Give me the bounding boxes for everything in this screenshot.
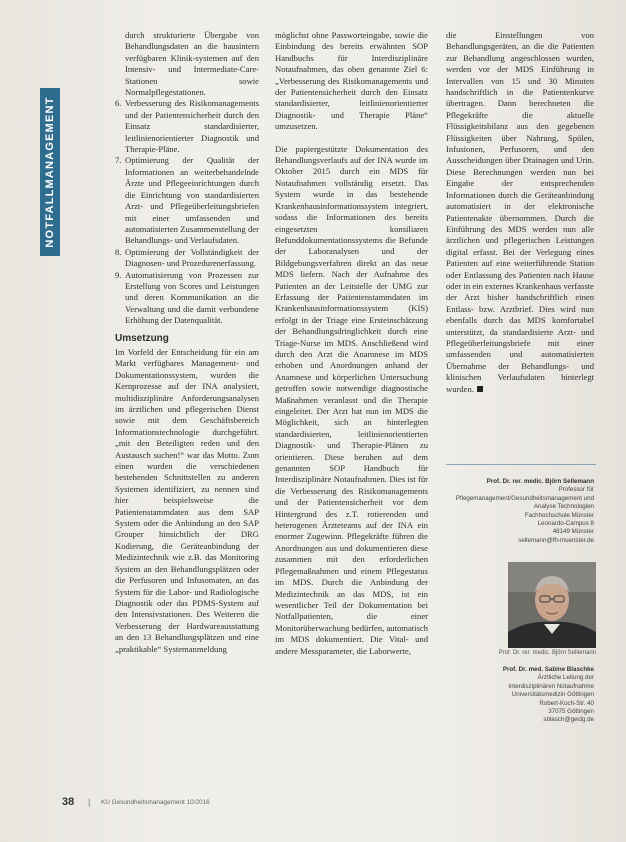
- author-line: 37075 Göttingen: [548, 708, 594, 716]
- paragraph: durch strukturierte Übergabe von Behandlungsdaten an die hausintern verfügbaren Klinik-systemen auf den Intensiv- und Intermediate-Care-Stationen sowie Normalpflegestationen.: [125, 30, 259, 98]
- section-heading: Umsetzung: [115, 332, 169, 344]
- list-number: 7.: [115, 155, 122, 166]
- author-info-1: [446, 478, 594, 545]
- list-text: Optimierung der Qualität der Informationen an weiterbehandelnde Ärzte und Pflegeeinrichtungen durch die Einrichtung von standardisierten Arzt- und Pflegeüberleitungsbriefen mit einer umfassenden und automatisierten Zusammenstellung der Behandlungs- und Verlaufsdaten.: [125, 155, 259, 246]
- author-info-2: [446, 666, 594, 725]
- author-photo: [508, 562, 596, 648]
- list-item: [115, 247, 259, 270]
- list-number: 8.: [115, 246, 122, 257]
- text-column-3: [446, 30, 594, 395]
- list-number: 9.: [115, 269, 122, 280]
- publication-info: KU Gesundheitsmanagement 10/2016: [101, 799, 210, 806]
- photo-caption: Prof. Dr. rer. medic. Björn Sellemann: [498, 650, 596, 656]
- portrait-image: [508, 562, 596, 648]
- text-column-2: [275, 30, 428, 657]
- author-line: Ärztliche Leitung der: [537, 674, 594, 682]
- divider: [446, 464, 596, 465]
- footer-separator: |: [88, 797, 91, 807]
- author-line: sellemann@fh-muenster.de: [518, 536, 594, 544]
- author-line: Robert-Koch-Str. 40: [539, 699, 594, 707]
- paragraph: Die papiergestützte Dokumentation des Behandlungsverlaufs auf der INA wurde im Oktober 2015 durch ein MDS für Notaufnahmen vollständig ersetzt. Das System wurde in das bestehende Krankenhausinformationssystem integriert, sodass die Informationen des bereits eingesetzten konsiliaren Befunddokumentationssystems die Befunde der Laboranalysen und der Bildgebungsverfahren direkt an das neue MDS liefern. Nach der Aufnahme des Patienten an der Leitstelle der UMG zur Erfassung der Patientenstammdaten im Krankenhausinformationssystem (KIS) erfolgt in der Triage eine Ersteinschätzung der Behandlungsdringlichkeit durch eine Triage-Nurse im MDS. Anschließend wird durch den Arzt die Anamnese im MDS erhoben und Anordnungen anhand der Anamnese und körperlichen Untersuchung getroffen sowie notwendige diagnostische Maßnahmen veranlasst und die Therapie eingeleitet. Der Arzt hat nun im MDS die Möglichkeit, sich an hinterlegten standardisierten, leitlinienorientierten Diagnostik- und Therapie-Plänen zu orientieren. Diese beruhen auf dem genannten SOP Handbuch für Interdisziplinäre Notaufnahmen. Dies ist für die Verbesserung des Risikomanagements und der Patientensicherheit vor dem Hintergrund des z.T. rotierenden und heterogenen Ärzteteams auf der INA ein enormer Zugewinn. Pflegekräfte führen die Anordnungen aus und dokumentieren diese zusammen mit den erforderlichen Pflegemaßnahmen und einem Pflegestatus im MDS. Durch die Anbindung der Medizintechnik an das MDS, ist ein wesentlicher Teil der Dokumentation bei Notfallpatienten, die einer Monitorüberwachung bedürfen, automatisch im MDS dokumentiert. Die Vital- und andere Messparameter, die Laborwerte,: [275, 143, 428, 656]
- author-line: Leonardo-Campus 8: [537, 520, 594, 528]
- list-item: [115, 155, 259, 246]
- text-column-1: [115, 30, 259, 655]
- paragraph: möglichst ohne Passworteingabe, sowie die Einbindung des bereits erwähnten SOP Handbuchs für Interdisziplinäre Notaufnahmen, das oben genannte Ziel 6: „Verbesserung des Risikomanagements und der Patientensicherheit durch den Einsatz standardisierter, leitlinienorientierter Diagnostik- und Therapie Pläne“ umzusetzen.: [275, 30, 428, 132]
- paragraph: [446, 30, 594, 395]
- goal-list: [115, 98, 259, 326]
- section-tab-label: NOTFALLMANAGEMENT: [44, 96, 56, 248]
- author-line: Fachhochschule Münster: [524, 511, 594, 519]
- author-name: Prof. Dr. rer. medic. Björn Sellemann: [486, 478, 594, 485]
- author-line: Interdisziplinären Notaufnahme: [508, 682, 594, 690]
- end-mark-icon: [477, 386, 483, 392]
- list-text: Verbesserung des Risikomanagements und der Patientensicherheit durch den Einsatz standardisierter, leitlinienorientierter Diagnostik und Therapie-Pläne.: [125, 98, 259, 155]
- author-name: Prof. Dr. med. Sabine Blaschke: [502, 666, 594, 673]
- page-number: 38: [62, 796, 75, 808]
- author-line: Universitätsmedizin Göttingen: [511, 691, 594, 699]
- list-text: Optimierung der Vollständigkeit der Diagnosen- und Prozedurenerfassung.: [125, 246, 259, 269]
- paragraph-text: die Einstellungen von Behandlungsgeräten, an die die Patienten zur Behandlung angeschlossen wurden, werden vor der MDS Einführung in Intervallen von 15 und 30 Minuten handschriftlich in die Patientenkurve übertragen. Dann berechneten die Pflegekräfte die aktuelle Flüssigkeitsbilanz aus den gegebenen Flüssigkeiten über Nahrung, Spülen, Infusionen, Perfusoren, und den Ausscheidungen über Drainagen und Urin. Diese Berechnungen werden nun bei Eingabe der entsprechenden Informationen durch die Geräteanbindung automatisiert in der elektronische Patientenakte übernommen. Durch die Einführung des MDS werden nun alle ärztlichen und pflegerischen Leistungen digital erfasst. Bei der Verlegung eines Patienten auf eine weiterführende Station oder Entlassung des Patienten nach Hause oder in ein externes Krankenhaus verfasste der Arzt bisher handschriftlich einen Entlass- bzw. Arztbrief. Dies wird nun ebenfalls durch das MDS komfortabel unterstützt, da standardisierte Arzt- und Pflegeüberleitungsbriefe mit einer umfassenden und automatisierten Übernahme der Behandlungs- und klinischen Verlaufsdaten hinterlegt wurden.: [446, 30, 594, 394]
- author-line: 48149 Münster: [552, 528, 594, 536]
- author-line: Professor für Pflegemanagement/Gesundheitsmanagement und Analyse Technologien: [455, 486, 594, 511]
- list-item: [115, 98, 259, 155]
- author-line: sblasch@gwdg.de: [543, 716, 594, 724]
- list-text: Automatisierung von Prozessen zur Erstellung von Scores und Leistungen und deren Kommunikation an die Verwaltung und die damit verbundene Erhöhung der Datenqualität.: [125, 269, 259, 326]
- list-number: 6.: [115, 98, 122, 109]
- paragraph: Im Vorfeld der Entscheidung für ein am Markt verfügbares Management- und Dokumentationssystem, wurden die Kernprozesse auf der INA analysiert, multidisziplinäre Anforderungsanalysen im ärztlichen und pflegerischen Dienst sowie mit dem Geschäftsbereich Informationstechnologie durchgeführt. „mit den Beteiligten reden und den Austausch suchen!“ war das Motto. Zum einen wurden die verschiedenen bestehenden Schnittstellen zu anderen Systemen identifiziert, zu nennen sind hier beispielsweise die Patientenstammdaten aus dem SAP System oder die Anbindung an den SAP Grouper hinsichtlich der DRG Kodierung, die Geräteanbindung der Medizintechnik wie z.B. das Monitoring System an den Behandlungsplätzen oder die Perfusoren und Infusomaten, an das System für die Labor- und Radiologische Diagnostik oder das PDMS-System auf den Intensivstationen. Des Weiteren die Verbesserung der Hardwareausstattung an den 13 Behandlungsplätzen und eine „praktikable“ Systemanmeldung: [115, 346, 259, 654]
- list-item: [115, 270, 259, 327]
